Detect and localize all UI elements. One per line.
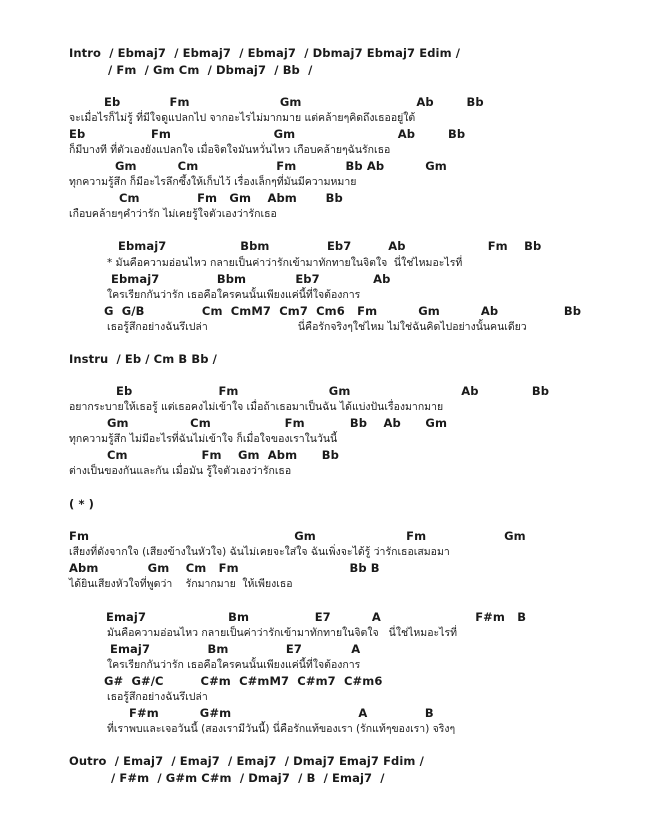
chorus1-lyric-3: เธอรู้สึกอย่างฉันรึเปล่า นี่คือรักจริงๆใช่ไหม ไม่ใช่ฉันคิดไปอย่างนั้นคนเดียว [107,321,527,333]
verse2-lyric-3: ต่างเป็นของกันและกัน เมื่อมัน รู้ใจตัวเองว่ารักเธอ [69,465,292,477]
chorus2-lyric-3: เธอรู้สึกอย่างฉันรึเปล่า [107,691,208,703]
verse1-chords-3: Gm Cm Fm Bb Ab Gm [115,159,447,173]
chorus2-lyric-2: ใครเรียกกันว่ารัก เธอคือใครคนนั้นเพียงแค่นี้ที่ใจต้องการ [107,659,361,671]
outro-line-2: / F#m / G#m C#m / Dmaj7 / B / Emaj7 / [111,771,385,785]
chorus2-chords-2: Emaj7 Bm E7 A [110,642,361,656]
verse1-lyric-2: ก็มีบางที ที่ตัวเองยังแปลกใจ เมื่อจิตใจมันหวั่นไหว เกือบคล้ายๆฉันรักเธอ [69,144,391,156]
chorus2-chords-1: Emaj7 Bm E7 A F#m B [106,610,527,624]
verse1-chords-2: Eb Fm Gm Ab Bb [69,127,466,141]
verse2-lyric-2: ทุกความรู้สึก ไม่มีอะไรที่ฉันไม่เข้าใจ ก็เมื่อใจของเราในวันนี้ [69,433,338,445]
verse2-lyric-1: อยากระบายให้เธอรู้ แต่เธอคงไม่เข้าใจ เมื่อถ้าเธอมาเป็นฉัน ได้แบ่งปันเรื่องมากมาย [69,401,444,413]
chorus1-lyric-1: * มันคือความอ่อนไหว กลายเป็นค่าว่ารักเข้ามาทักทายในจิตใจ นี่ใช่ไหมอะไรที่ [107,257,463,269]
verse2-chords-1: Eb Fm Gm Ab Bb [116,384,550,398]
bridge-chords-2: Abm Gm Cm Fm Bb B [69,561,380,575]
verse1-lyric-3: ทุกความรู้สึก ก็มีอะไรลึกซึ้งให้เก็บไว้ เรื่องเล็กๆที่มันมีความหมาย [69,176,357,188]
intro-line-2: / Fm / Gm Cm / Dbmaj7 / Bb / [108,63,313,77]
intro-line-1: Intro / Ebmaj7 / Ebmaj7 / Ebmaj7 / Dbmaj7 Ebmaj7 Edim / [69,46,461,60]
bridge-lyric-1: เสียงที่ดังจากใจ (เสียงข้างในหัวใจ) ฉันไม่เคยจะใส่ใจ ฉันเพิ่งจะได้รู้ ว่ารักเธอเสมอมา [69,546,450,558]
chorus2-chords-4: F#m G#m A B [129,706,434,720]
chorus1-lyric-2: ใครเรียกกันว่ารัก เธอคือใครคนนั้นเพียงแค่นี้ที่ใจต้องการ [107,289,361,301]
chorus1-chords-3: G G/B Cm CmM7 Cm7 Cm6 Fm Gm Ab Bb [104,304,582,318]
verse2-chords-3: Cm Fm Gm Abm Bb [107,448,340,462]
verse1-lyric-1: จะเมื่อไรก็ไม่รู้ ที่มีใจดูแปลกไป จากอะไรไม่มากมาย แต่คล้ายๆคิดถึงเธออยู่ใต้ [69,112,416,124]
repeat-chorus-mark: ( * ) [69,497,95,511]
instrumental-line: Instru / Eb / Cm B Bb / [69,352,217,366]
outro-line-1: Outro / Emaj7 / Emaj7 / Emaj7 / Dmaj7 Emaj7 Fdim / [69,754,424,768]
verse2-chords-2: Gm Cm Fm Bb Ab Gm [107,416,448,430]
chorus2-lyric-1: มันคือความอ่อนไหว กลายเป็นค่าว่ารักเข้ามาทักทายในจิตใจ นี่ใช่ไหมอะไรที่ [107,627,458,639]
bridge-lyric-2: ได้ยินเสียงหัวใจที่พูดว่า รักมากมาย ให้เพียงเธอ [69,578,293,590]
verse1-chords-4: Cm Fm Gm Abm Bb [119,191,343,205]
verse1-lyric-4: เกือบคล้ายๆคำว่ารัก ไม่เคยรู้ใจตัวเองว่ารักเธอ [69,208,277,220]
chorus1-chords-1: Ebmaj7 Bbm Eb7 Ab Fm Bb [118,239,542,253]
chorus2-chords-3: G# G#/C C#m C#mM7 C#m7 C#m6 [104,674,383,688]
chorus2-lyric-4: ที่เราพบและเจอวันนี้ (สองเรามีวันนี้) นี่คือรักแท้ของเรา (รักแท้ๆของเรา) จริงๆ [107,723,456,735]
chorus1-chords-2: Ebmaj7 Bbm Eb7 Ab [111,272,391,286]
bridge-chords-1: Fm Gm Fm Gm [69,529,526,543]
verse1-chords-1: Eb Fm Gm Ab Bb [104,95,484,109]
